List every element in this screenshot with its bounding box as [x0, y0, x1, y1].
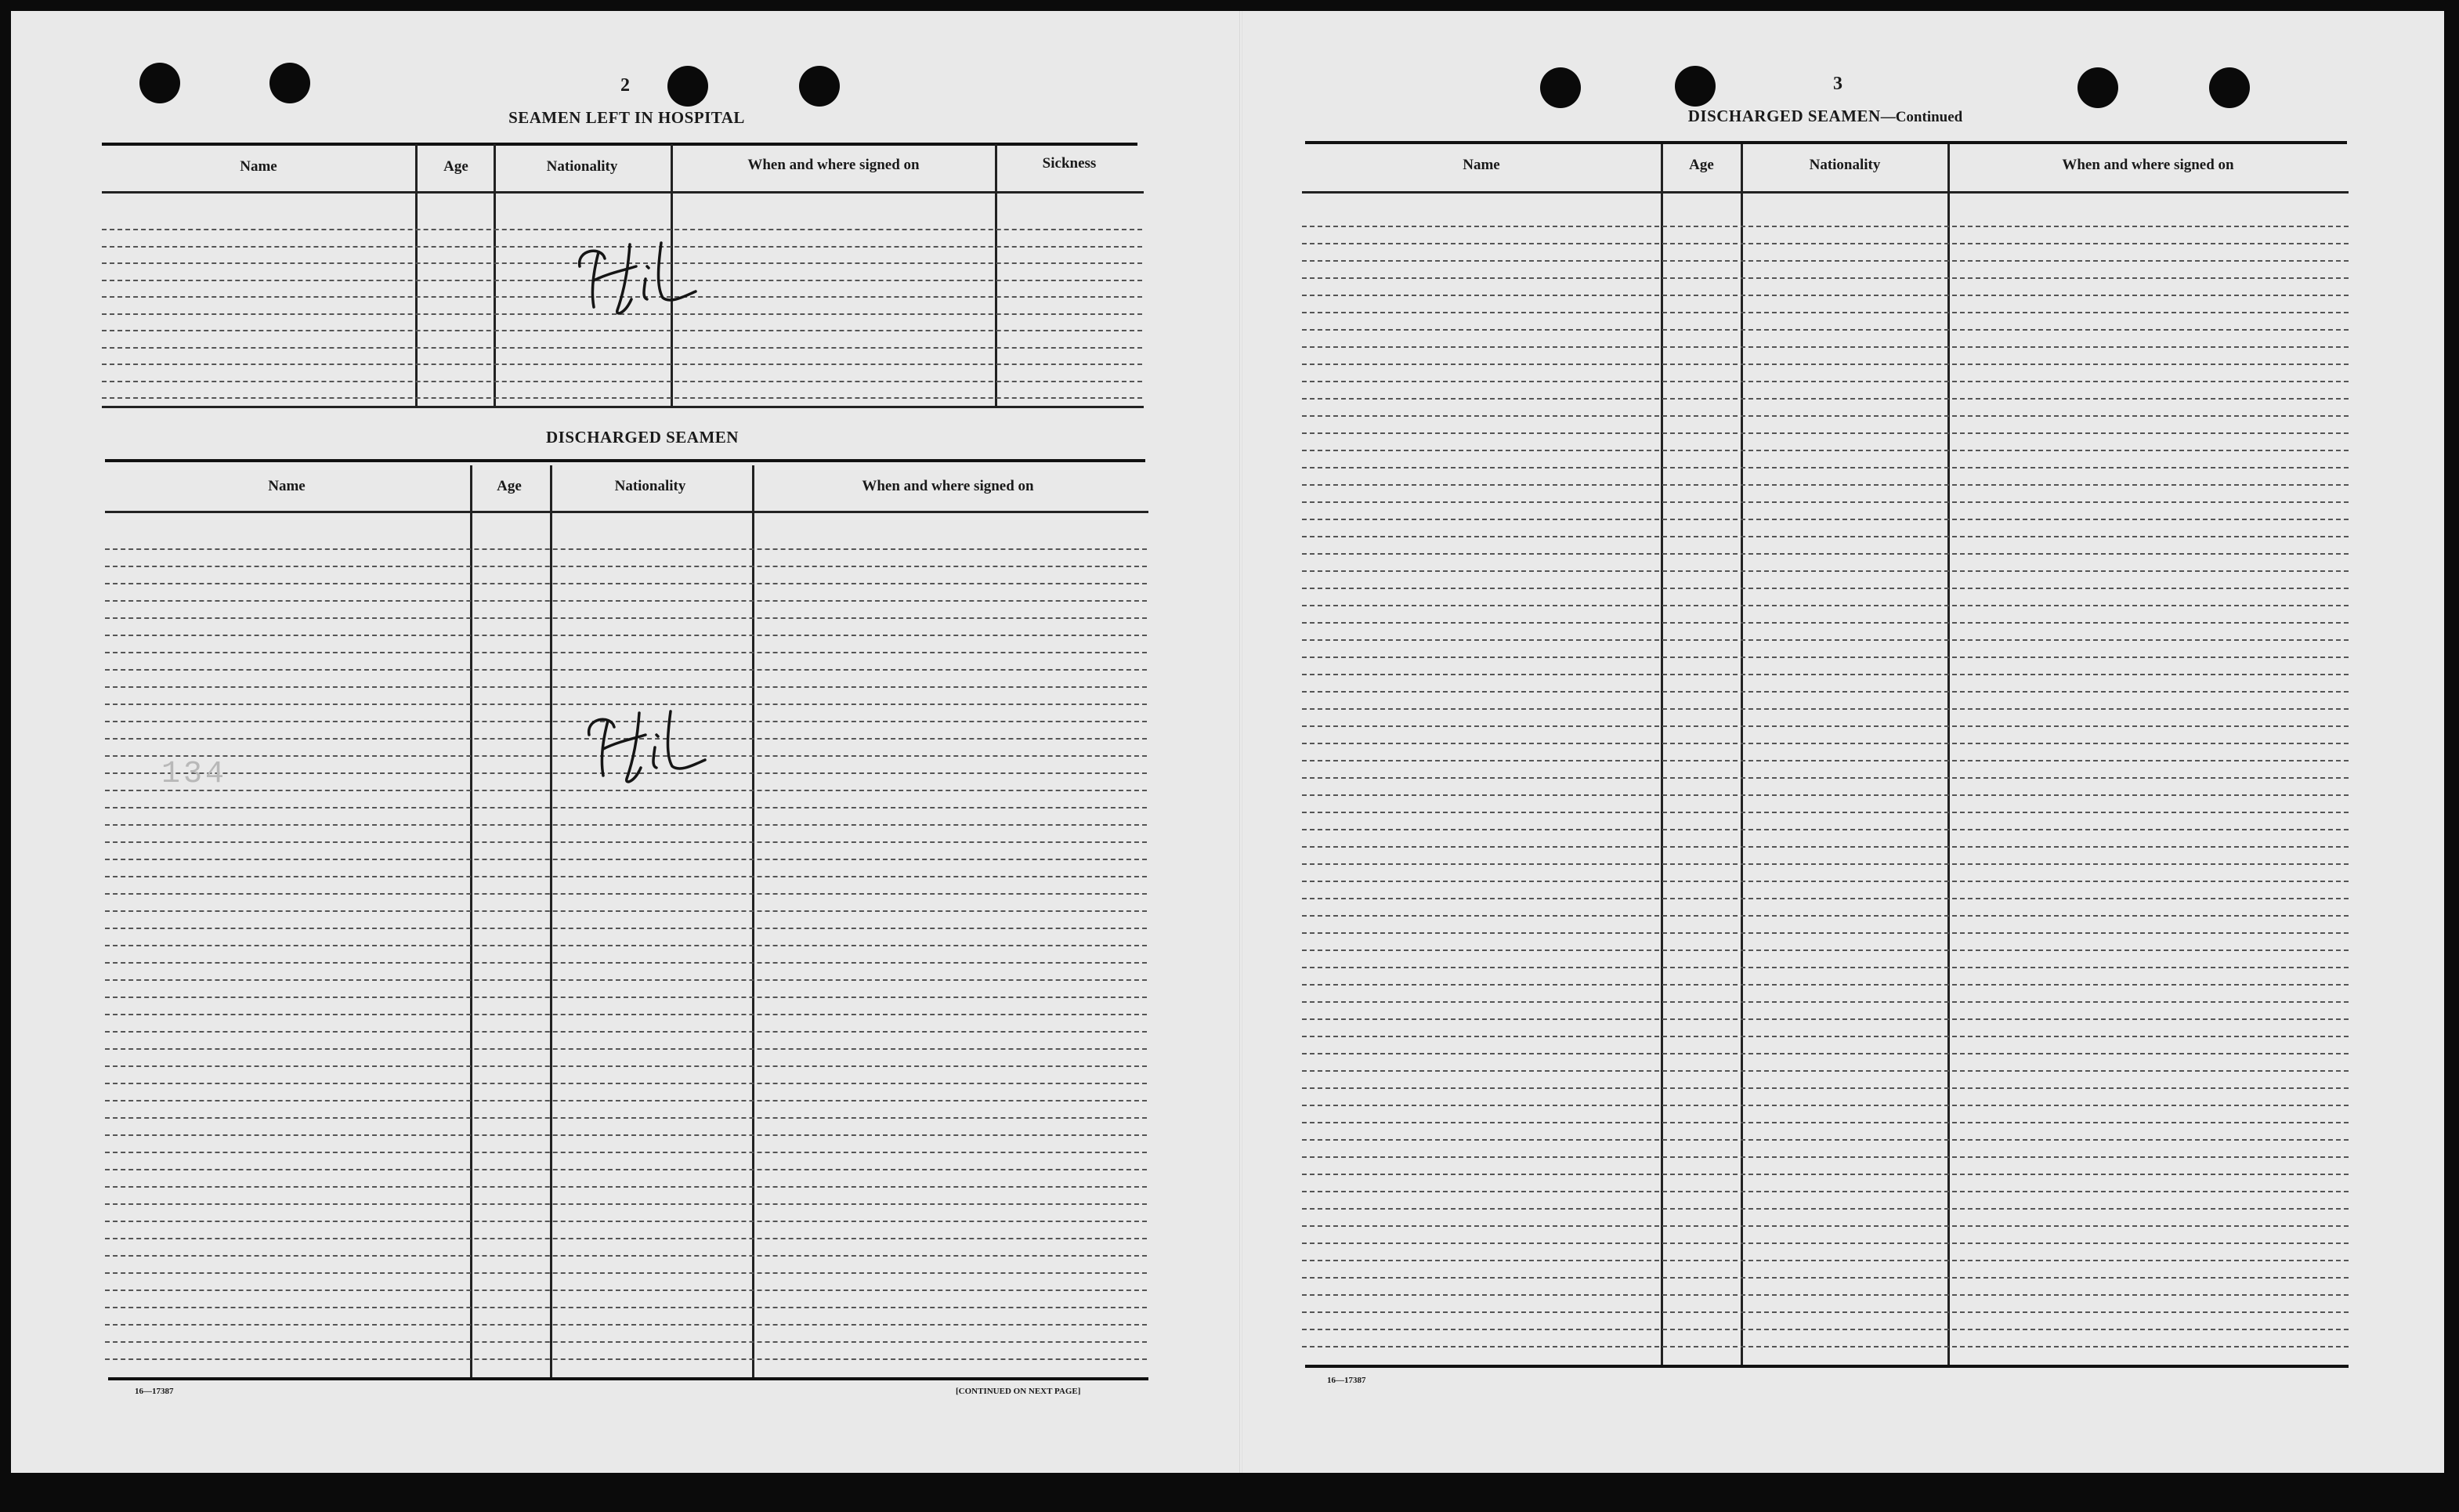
table-row-line	[1302, 536, 2349, 537]
table-row-line	[1302, 588, 2349, 589]
table-row-line	[105, 1186, 1147, 1188]
table-row-line	[105, 1134, 1147, 1136]
table-row-line	[105, 859, 1147, 860]
table-row-line	[1302, 605, 2349, 606]
table-row-line	[1302, 277, 2349, 279]
right-table-bottom-rule	[1305, 1365, 2349, 1368]
discharged-col-divider	[550, 465, 552, 1379]
table-row-line	[1302, 364, 2349, 365]
table-row-line	[1302, 346, 2349, 348]
table-row-line	[105, 686, 1147, 688]
continued-note: [CONTINUED ON NEXT PAGE]	[956, 1387, 1081, 1396]
table-row-line	[1302, 984, 2349, 986]
table-row-line	[1302, 622, 2349, 624]
hospital-col-nationality: Nationality	[546, 158, 618, 175]
hospital-table-header-rule	[102, 191, 1144, 194]
table-row-line	[1302, 1208, 2349, 1210]
table-row-line	[1302, 846, 2349, 848]
discharged-col-name: Name	[268, 478, 306, 494]
table-row-line	[105, 1031, 1147, 1033]
right-col-name: Name	[1463, 157, 1500, 173]
table-row-line	[102, 381, 1142, 382]
table-row-line	[105, 1255, 1147, 1257]
table-row-line	[1302, 1105, 2349, 1106]
punch-hole	[799, 66, 840, 107]
table-row-line	[105, 1048, 1147, 1050]
punch-hole	[269, 63, 310, 103]
table-row-line	[105, 1203, 1147, 1205]
table-row-line	[1302, 674, 2349, 675]
table-row-line	[1302, 243, 2349, 244]
discharged-section-title: DISCHARGED SEAMEN	[546, 428, 739, 447]
table-row-line	[1302, 398, 2349, 400]
table-row-line	[1302, 312, 2349, 313]
table-row-line	[105, 1014, 1147, 1015]
table-row-line	[105, 1238, 1147, 1239]
right-col-divider	[1947, 144, 1950, 1366]
table-row-line	[1302, 1225, 2349, 1227]
right-col-divider	[1741, 144, 1743, 1366]
table-row-line	[105, 979, 1147, 981]
right-col-divider	[1661, 144, 1663, 1366]
table-row-line	[1302, 691, 2349, 693]
table-row-line	[105, 652, 1147, 653]
table-row-line	[105, 962, 1147, 964]
table-row-line	[1302, 381, 2349, 382]
table-row-line	[1302, 657, 2349, 658]
table-row-line	[105, 1272, 1147, 1274]
table-row-line	[105, 1358, 1147, 1360]
nil-handwritten-hospital	[570, 235, 703, 321]
punch-hole	[667, 66, 708, 107]
table-row-line	[1302, 432, 2349, 434]
table-row-line	[1302, 1294, 2349, 1296]
nil-handwritten-discharged	[580, 704, 713, 790]
right-section-title-main: DISCHARGED SEAMEN	[1687, 107, 1881, 125]
table-row-line	[1302, 863, 2349, 865]
table-row-line	[105, 807, 1147, 808]
table-row-line	[1302, 777, 2349, 779]
faint-stamp-number: 134	[161, 757, 228, 792]
table-row-line	[1302, 1036, 2349, 1037]
table-row-line	[1302, 1018, 2349, 1020]
discharged-col-nationality: Nationality	[614, 478, 686, 494]
table-row-line	[1302, 743, 2349, 744]
table-row-line	[105, 635, 1147, 636]
table-row-line	[102, 397, 1142, 399]
table-row-line	[1302, 932, 2349, 934]
table-row-line	[105, 790, 1147, 791]
table-row-line	[1302, 760, 2349, 761]
table-row-line	[105, 548, 1147, 550]
table-row-line	[1302, 1156, 2349, 1158]
page-fold	[1239, 11, 1242, 1473]
table-row-line	[1302, 898, 2349, 899]
table-row-line	[1302, 1277, 2349, 1279]
hospital-col-age: Age	[443, 158, 468, 175]
table-row-line	[1302, 295, 2349, 296]
right-form-code: 16—17387	[1327, 1376, 1366, 1385]
punch-hole	[1675, 66, 1716, 107]
discharged-table-top-rule	[105, 459, 1145, 462]
table-row-line	[105, 566, 1147, 567]
table-row-line	[1302, 812, 2349, 813]
table-row-line	[1302, 708, 2349, 710]
table-row-line	[1302, 226, 2349, 227]
table-row-line	[105, 1307, 1147, 1308]
right-page-number: 3	[1833, 74, 1842, 94]
right-table-header-rule	[1302, 191, 2349, 194]
discharged-col-age: Age	[497, 478, 522, 494]
table-row-line	[105, 1100, 1147, 1101]
table-row-line	[105, 824, 1147, 826]
hospital-col-sickness: Sickness	[1042, 155, 1097, 172]
table-row-line	[105, 1324, 1147, 1326]
table-row-line	[1302, 829, 2349, 830]
table-row-line	[102, 364, 1142, 365]
left-form-code: 16—17387	[135, 1387, 174, 1396]
hospital-table-bottom-rule	[102, 406, 1144, 408]
hospital-col-divider	[494, 144, 496, 406]
discharged-table-header-rule	[105, 511, 1148, 513]
table-row-line	[105, 583, 1147, 584]
punch-hole	[139, 63, 180, 103]
table-row-line	[105, 1117, 1147, 1119]
table-row-line	[1302, 1311, 2349, 1313]
table-row-line	[1302, 967, 2349, 968]
table-row-line	[105, 945, 1147, 946]
table-row-line	[102, 330, 1142, 331]
discharged-col-divider	[752, 465, 754, 1379]
right-col-nationality: Nationality	[1809, 157, 1881, 173]
right-col-signed-on: When and where signed on	[2062, 157, 2234, 173]
hospital-col-divider	[995, 144, 997, 406]
right-section-title	[1614, 107, 2037, 126]
table-row-line	[1302, 725, 2349, 727]
table-row-line	[105, 910, 1147, 912]
table-row-line	[1302, 1346, 2349, 1347]
table-row-line	[1302, 1191, 2349, 1192]
table-row-line	[102, 229, 1142, 230]
table-row-line	[1302, 1174, 2349, 1175]
hospital-col-name: Name	[240, 158, 277, 175]
left-page-number: 2	[620, 75, 630, 96]
table-row-line	[1302, 519, 2349, 520]
table-row-line	[105, 893, 1147, 895]
table-row-line	[1302, 1243, 2349, 1244]
table-row-line	[1302, 915, 2349, 917]
table-row-line	[1302, 1053, 2349, 1054]
table-row-line	[105, 1152, 1147, 1153]
table-row-line	[105, 669, 1147, 671]
table-row-line	[105, 600, 1147, 602]
table-row-line	[1302, 794, 2349, 796]
table-row-line	[1302, 950, 2349, 951]
punch-hole	[1540, 67, 1581, 108]
table-row-line	[1302, 639, 2349, 641]
table-row-line	[105, 1065, 1147, 1067]
table-row-line	[1302, 415, 2349, 417]
discharged-table-bottom-rule	[108, 1377, 1148, 1380]
table-row-line	[1302, 1260, 2349, 1261]
right-col-age: Age	[1689, 157, 1714, 173]
table-row-line	[1302, 467, 2349, 468]
table-row-line	[1302, 1329, 2349, 1330]
table-row-line	[1302, 329, 2349, 331]
table-row-line	[1302, 553, 2349, 555]
hospital-col-divider	[415, 144, 418, 406]
discharged-col-divider	[470, 465, 472, 1379]
table-row-line	[105, 876, 1147, 877]
table-row-line	[105, 1169, 1147, 1170]
table-row-line	[1302, 1122, 2349, 1123]
discharged-col-signed-on: When and where signed on	[862, 478, 1034, 494]
table-row-line	[105, 1290, 1147, 1291]
hospital-table-top-rule	[102, 143, 1137, 146]
table-row-line	[105, 841, 1147, 843]
table-row-line	[102, 347, 1142, 349]
table-row-line	[105, 997, 1147, 998]
table-row-line	[105, 928, 1147, 929]
table-row-line	[105, 617, 1147, 619]
table-row-line	[1302, 1139, 2349, 1141]
table-row-line	[1302, 260, 2349, 262]
table-row-line	[1302, 1001, 2349, 1003]
table-row-line	[1302, 1087, 2349, 1089]
hospital-section-title: SEAMEN LEFT IN HOSPITAL	[508, 108, 745, 127]
right-table-top-rule	[1305, 141, 2347, 144]
table-row-line	[105, 1221, 1147, 1222]
right-section-title-suffix: —Continued	[1880, 109, 1963, 125]
hospital-col-signed-on: When and where signed on	[747, 157, 920, 173]
table-row-line	[1302, 1070, 2349, 1072]
table-row-line	[1302, 484, 2349, 486]
punch-hole	[2209, 67, 2250, 108]
table-row-line	[105, 1083, 1147, 1084]
table-row-line	[1302, 570, 2349, 572]
table-row-line	[105, 1341, 1147, 1343]
table-row-line	[1302, 501, 2349, 503]
table-row-line	[1302, 450, 2349, 451]
table-row-line	[1302, 881, 2349, 882]
punch-hole	[2077, 67, 2118, 108]
